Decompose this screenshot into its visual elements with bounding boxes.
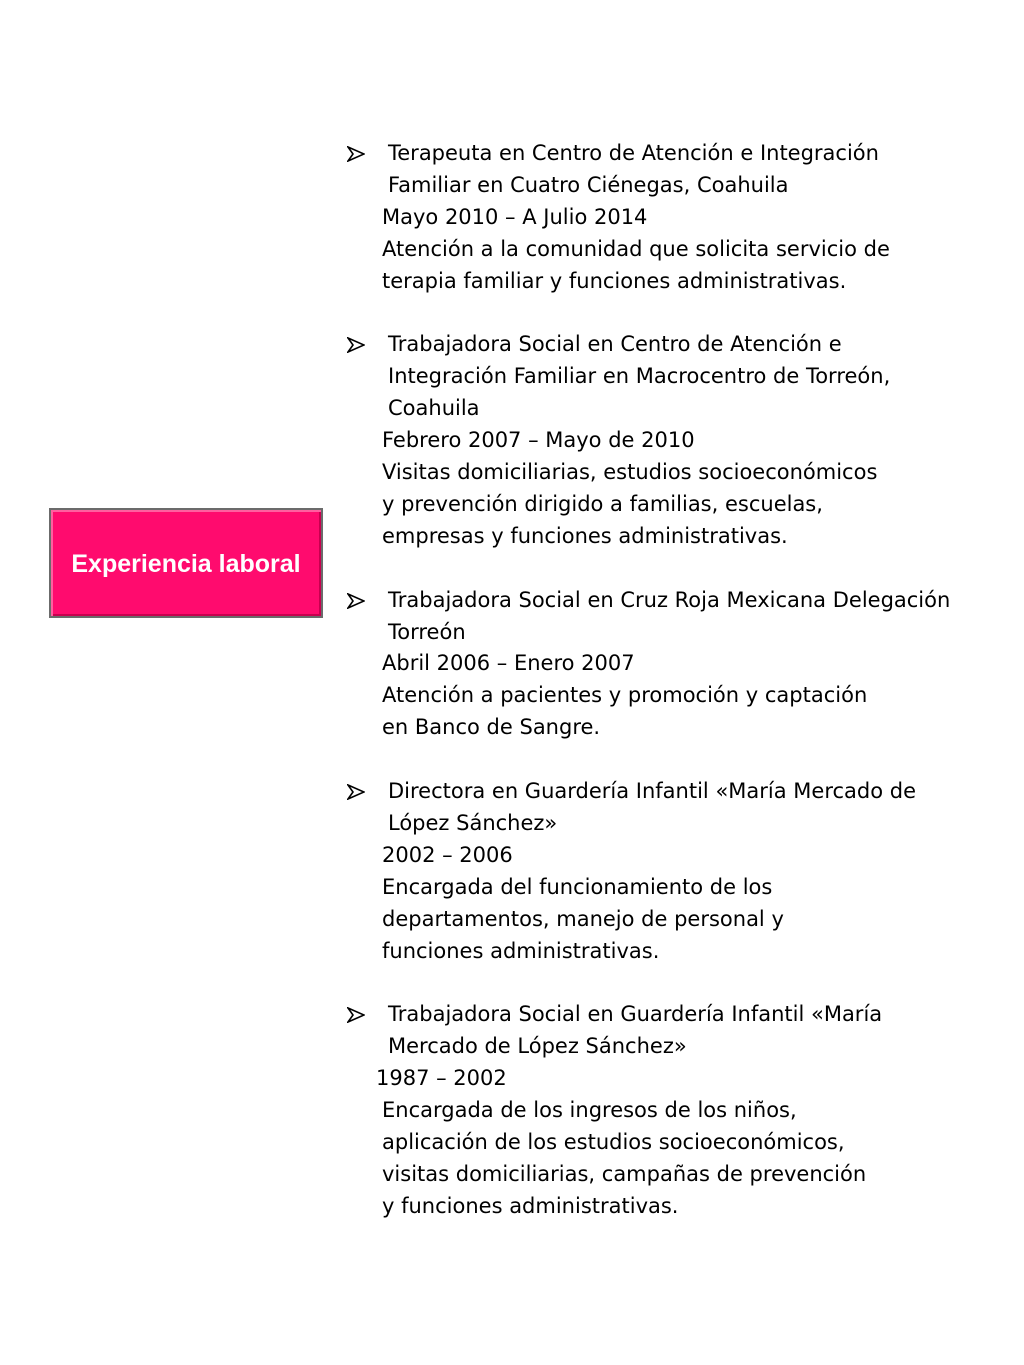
entry-description-line: Visitas domiciliarias, estudios socioeconómicos [382,460,878,485]
experience-list [345,138,968,1255]
entry-title-line: Coahuila [388,396,480,421]
entry-description-line: Encargada del funcionamiento de los [382,874,773,899]
arrow-bullet-icon [345,329,369,361]
experience-entry [345,585,968,745]
entry-title-line: Torreón [388,619,466,644]
arrow-bullet-icon [345,138,369,170]
section-title: Experiencia laboral [71,550,301,578]
entry-description-line: terapia familiar y funciones administrativas. [382,268,847,293]
arrow-bullet-icon [345,585,369,617]
entry-title-line: Trabajadora Social en Centro de Atención e [388,332,842,357]
entry-title-line: Trabajadora Social en Guardería Infantil «María [388,1002,883,1027]
arrow-bullet-icon [345,776,369,808]
entry-description-line: departamentos, manejo de personal y [382,906,784,931]
entry-title-line: Familiar en Cuatro Ciénegas, Coahuila [388,172,789,197]
entry-dates: 1987 – 2002 [376,1066,507,1091]
arrow-bullet-icon [345,999,369,1031]
entry-title-line: Trabajadora Social en Cruz Roja Mexicana Delegación [388,587,951,612]
entry-title-line: López Sánchez» [388,810,558,835]
entry-description-line: y prevención dirigido a familias, escuelas, [382,491,823,516]
entry-description-line: Atención a pacientes y promoción y captación [382,683,868,708]
entry-description-line: aplicación de los estudios socioeconómicos, [382,1130,845,1155]
entry-title-line: Mercado de López Sánchez» [388,1034,687,1059]
entry-title-line: Terapeuta en Centro de Atención e Integración [388,141,879,165]
section-label-box [49,508,323,618]
entry-title-line: Directora en Guardería Infantil «María Mercado de [388,779,917,804]
entry-title-line: Integración Familiar en Macrocentro de Torreón, [388,364,891,389]
entry-description-line: y funciones administrativas. [382,1193,679,1218]
experience-entry [345,138,968,298]
entry-description-line: Encargada de los ingresos de los niños, [382,1098,797,1123]
entry-description-line: visitas domiciliarias, campañas de prevención [382,1161,867,1186]
entry-description-line: Atención a la comunidad que solicita servicio de [382,236,890,261]
experience-entry [345,776,968,967]
entry-description-line: funciones administrativas. [382,938,660,963]
entry-description-line: en Banco de Sangre. [382,715,601,740]
entry-dates: Febrero 2007 – Mayo de 2010 [382,428,695,453]
experience-entry [345,329,968,552]
entry-dates: 2002 – 2006 [382,842,513,867]
experience-entry [345,999,968,1222]
entry-dates: Mayo 2010 – A Julio 2014 [382,204,648,229]
entry-description-line: empresas y funciones administrativas. [382,523,788,548]
entry-dates: Abril 2006 – Enero 2007 [382,651,635,676]
